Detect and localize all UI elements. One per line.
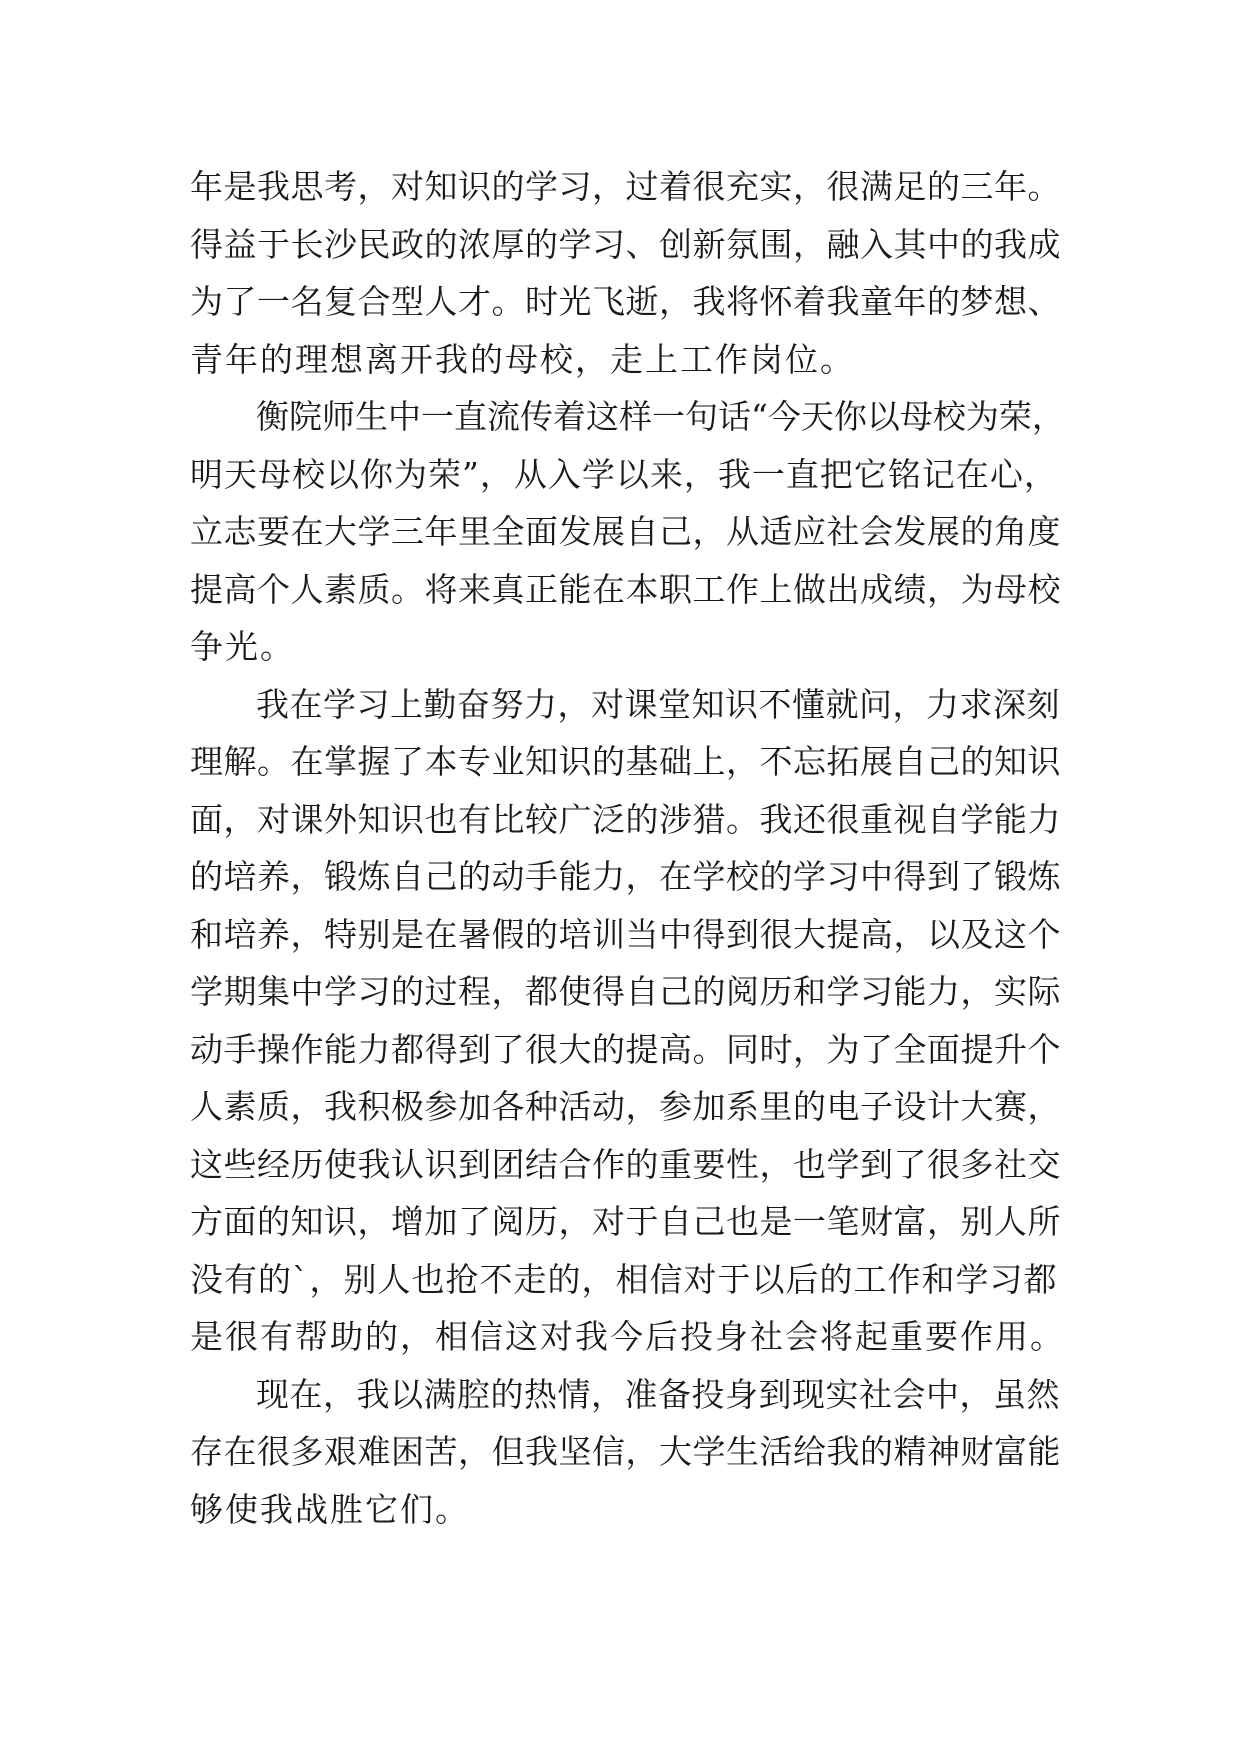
- text-line: 为了一名复合型人才。时光飞逝，我将怀着我童年的梦想、: [190, 282, 1061, 321]
- text-line: 的培养，锻炼自己的动手能力，在学校的学习中得到了锻炼: [190, 857, 1061, 896]
- text-line: 没有的`，别人也抢不走的，相信对于以后的工作和学习都: [190, 1259, 1058, 1299]
- text-line: 人素质，我积极参加各种活动，参加系里的电子设计大赛，: [190, 1087, 1061, 1126]
- text-line: 存在很多艰难困苦，但我坚信，大学生活给我的精神财富能: [190, 1432, 1061, 1471]
- paragraph-first-line: 衡院师生中一直流传着这样一句话“今天你以母校为荣，: [256, 397, 1065, 436]
- text-line: 这些经历使我认识到团结合作的重要性，也学到了很多社交: [190, 1144, 1061, 1184]
- text-line: 理解。在掌握了本专业知识的基础上，不忘拓展自己的知识: [190, 742, 1061, 781]
- text-line: 是很有帮助的，相信这对我今后投身社会将起重要作用。: [190, 1317, 1065, 1356]
- text-line: 够使我战胜它们。: [190, 1489, 470, 1529]
- text-line: 年是我思考，对知识的学习，过着很充实，很满足的三年。: [190, 167, 1061, 206]
- text-line: 争光。: [190, 627, 295, 666]
- paragraph-first-line: 我在学习上勤奋努力，对课堂知识不懂就问，力求深刻: [256, 684, 1060, 724]
- text-line: 动手操作能力都得到了很大的提高。同时，为了全面提升个: [190, 1029, 1061, 1069]
- text-line: 立志要在大学三年里全面发展自己，从适应社会发展的角度: [190, 512, 1061, 551]
- paragraph-first-line: 现在，我以满腔的热情，准备投身到现实社会中，虽然: [256, 1374, 1060, 1414]
- text-line: 提高个人素质。将来真正能在本职工作上做出成绩，为母校: [190, 569, 1061, 609]
- text-line: 明天母校以你为荣”，从入学以来，我一直把它铭记在心，: [190, 454, 1058, 494]
- text-line: 得益于长沙民政的浓厚的学习、创新氛围，融入其中的我成: [190, 224, 1061, 264]
- text-line: 和培养，特别是在暑假的培训当中得到很大提高，以及这个: [190, 914, 1061, 954]
- text-line: 方面的知识，增加了阅历，对于自己也是一笔财富，别人所: [190, 1202, 1061, 1241]
- text-line: 学期集中学习的过程，都使得自己的阅历和学习能力，实际: [190, 972, 1061, 1011]
- text-line: 青年的理想离开我的母校，走上工作岗位。: [190, 339, 855, 379]
- document-body: [190, 158, 1070, 1538]
- text-line: 面，对课外知识也有比较广泛的涉猎。我还很重视自学能力: [190, 799, 1061, 839]
